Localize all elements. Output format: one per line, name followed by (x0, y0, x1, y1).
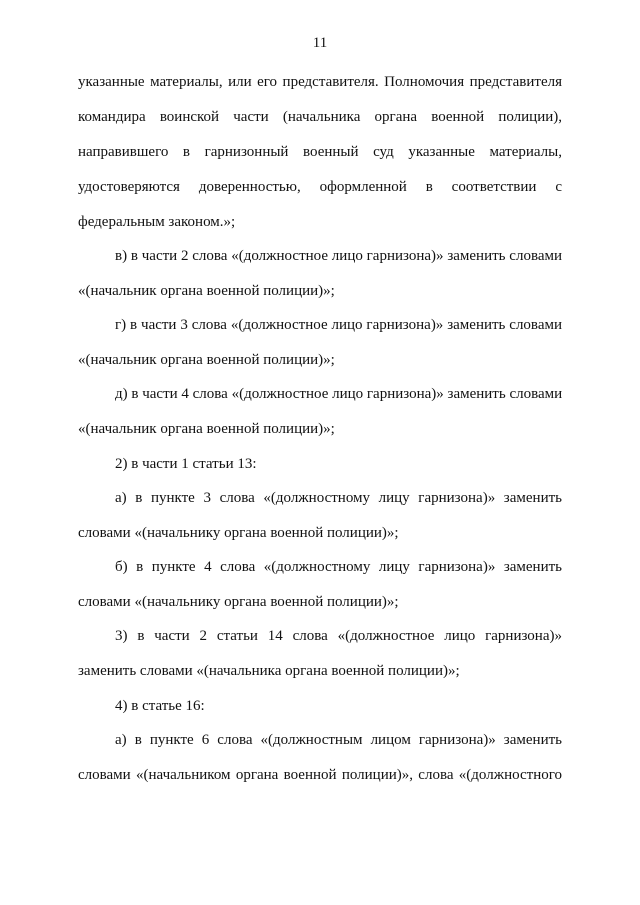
text-line: б) в пункте 4 слова «(должностному лицу гарнизона)» заменить (115, 559, 562, 575)
text-line: «(начальник органа военной полиции)»; (78, 421, 335, 437)
text-line: указанные материалы, или его представителя. Полномочия представителя (78, 74, 562, 90)
text-line: заменить словами «(начальника органа военной полиции)»; (78, 663, 460, 679)
text-line: г) в части 3 слова «(должностное лицо гарнизона)» заменить словами (115, 317, 562, 333)
page-number: 11 (312, 35, 328, 51)
text-line: словами «(начальнику органа военной полиции)»; (78, 594, 399, 610)
text-line: «(начальник органа военной полиции)»; (78, 352, 335, 368)
text-line: д) в части 4 слова «(должностное лицо гарнизона)» заменить словами (115, 386, 563, 402)
text-line: 3) в части 2 статьи 14 слова «(должностное лицо гарнизона)» (115, 628, 562, 644)
text-line: 4) в статье 16: (115, 698, 205, 714)
text-line: направившего в гарнизонный военный суд указанные материалы, (78, 144, 562, 160)
text-line: словами «(начальником органа военной полиции)», слова «(должностного (78, 767, 562, 783)
text-line: «(начальник органа военной полиции)»; (78, 283, 335, 299)
text-line: федеральным законом.»; (78, 214, 236, 230)
text-line: а) в пункте 6 слова «(должностным лицом гарнизона)» заменить (115, 732, 562, 748)
text-line: командира воинской части (начальника органа военной полиции), (78, 109, 562, 125)
text-line: в) в части 2 слова «(должностное лицо гарнизона)» заменить словами (115, 248, 562, 264)
text-line: а) в пункте 3 слова «(должностному лицу гарнизона)» заменить (115, 490, 562, 506)
text-line: 2) в части 1 статьи 13: (115, 456, 257, 472)
text-line: словами «(начальнику органа военной полиции)»; (78, 525, 399, 541)
text-line: удостоверяются доверенностью, оформленной в соответствии с (78, 179, 562, 195)
